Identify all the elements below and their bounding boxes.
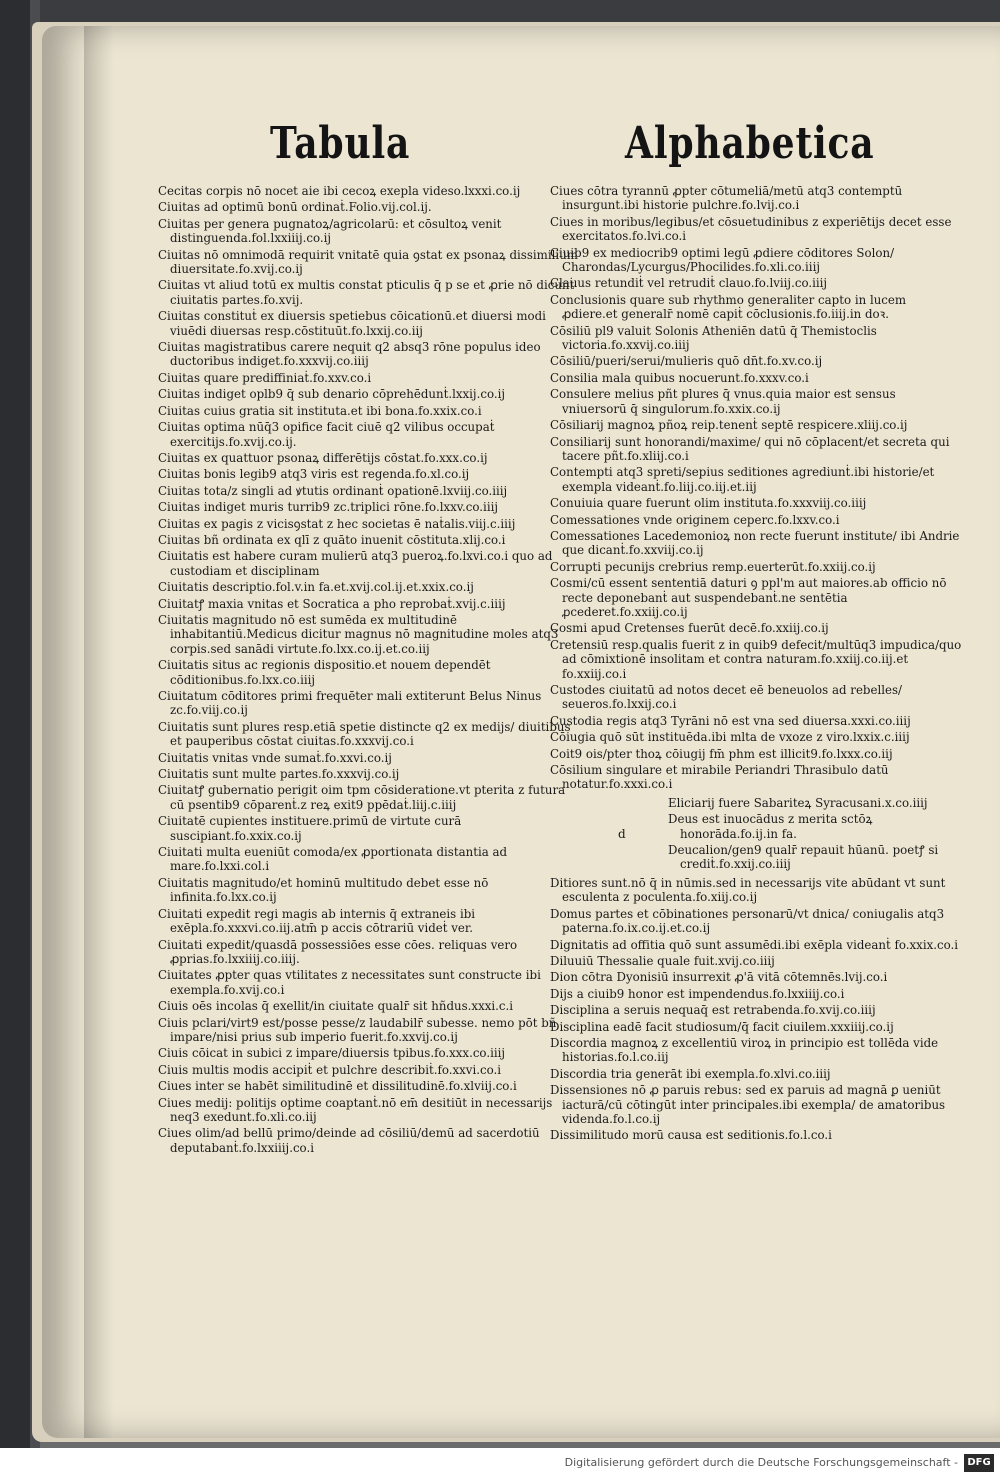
page-title-left: Tabula <box>270 118 411 169</box>
index-entry: Conuiuia quare fuerunt olim instituta.fo.xxxviij.co.iiij <box>550 496 867 511</box>
funding-credit: Digitalisierung gefördert durch die Deutsche Forschungsgemeinschaft - <box>564 1456 958 1469</box>
index-entry: Ciuitas ex pagis z vicisꝯstat z hec societas ē naṫalis.viij.c.iiij <box>158 516 516 531</box>
index-entry: Dijs a ciuib9 honor est impendendus.fo.lxxiiij.co.i <box>550 986 845 1001</box>
index-entry: Ciuitatē cupientes instituere.primū de virtute curā suscipiant.fo.xxix.co.ij <box>158 814 462 843</box>
index-entry: Domus partes et cōbinationes personarū/vt dnica/ coniugalis atq3 paterna.fo.ix.co.ij.et.co.ij <box>550 906 945 936</box>
index-entry: Ciuitatis situs ac regionis dispositio.et nouem dependēt cōditionibus.fo.lxx.co.iiij <box>158 658 491 687</box>
index-entry: Coit9 ois/pter thoꝝ cōiugij fm̄ phm est illicit9.fo.lxxx.co.iij <box>550 746 893 761</box>
dfg-logo: DFG <box>964 1454 994 1472</box>
index-entry: Ciuitas ex quattuor psonaꝝ differētijs cōstat.fo.xxx.co.ij <box>158 450 488 465</box>
index-entry: Ciuitatꝭ gubernatio perigit oim tpm cōsideratione.vt pterita z futura cū psentib9 cōparenṫ.z reꝝ exit9 ppēdaṫ.liij.c.iiij <box>158 783 566 812</box>
index-entry: Disciplina a seruis nequaq̄ est retrabenda.fo.xvij.co.iiij <box>550 1003 876 1018</box>
index-entry: Ciues olim/ad bellū primo/deinde ad cōsiliū/demū ad sacerdotiū deputabanṫ.fo.lxxiiij.co.i <box>158 1126 540 1155</box>
index-entry: Ciuitas cuius gratia sit instituta.et ibi bona.fo.xxix.co.i <box>158 403 482 418</box>
letter-d-lines <box>668 796 962 872</box>
index-entry: Ciuitatis magnitudo nō est sumēda ex multitudinē inhabitantiū.Medicus dicitur magnus nō magnitudine moles atq3 corpis.sed sanādi virtute.fo.lxx.co.ij.et.co.iij <box>158 612 559 656</box>
index-entry: Ciuitas tota/z singli ad ꝟtutis ordinanṫ opationē.lxviij.co.iiij <box>158 483 508 498</box>
index-entry: Consilia mala quibus nocuerunt.fo.xxxv.co.i <box>550 370 809 385</box>
index-entry: Ciuitatꝭ maxia vnitas et Socratica a pho reprobaṫ.xvij.c.iiij <box>158 596 506 611</box>
index-entry: Ciuitas bñ ordinata ex qlī z quāto inuenit cōstituta.xlij.co.i <box>158 532 506 547</box>
index-entry: Clauus retundiṫ vel retrudiṫ clauo.fo.lviij.co.iiij <box>550 276 828 291</box>
index-entry: Ciuitatum cōditores primi frequēter mali extiterunt Belus Ninus zc.fo.viij.co.ij <box>158 689 542 718</box>
entries-group-c <box>550 184 962 792</box>
index-entry: Ciuitas magistratibus carere nequit q2 absq3 rōne populus ideo ductoribus indiget.fo.xxxvij.co.iiij <box>158 340 541 369</box>
index-column-left <box>158 184 578 1157</box>
index-entry: Consulere melius pñt plures q̄ vnus.quia maior est sensus vniuersorū q̄ singulorum.fo.xxix.co.ij <box>550 387 896 416</box>
index-entry: Ciuitas nō omnimodā requirit vnitatē quia ꝯstat ex psonaꝝ dissimilium diuersitate.fo.xvij.co.ij <box>158 247 578 277</box>
index-entry: Cosmi apud Cretenses fuerūt decē.fo.xxiij.co.ij <box>550 621 829 636</box>
footer-bar <box>0 1448 1000 1479</box>
index-entry: Ciuis cōicat in subici z impare/diuersis tpibus.fo.xxx.co.iiij <box>158 1046 506 1061</box>
index-entry: Ciuis oēs incolas q̄ exellit/in ciuitate qualr̄ sit hñdus.xxxi.c.i <box>158 999 514 1014</box>
letter-d-block <box>550 796 962 872</box>
index-entry: Diluuiū Thessalie quale fuit.xvij.co.iiij <box>550 953 775 968</box>
index-entry: Ciues inter se habēt similitudinē et dissilitudinē.fo.xlviij.co.i <box>158 1079 517 1094</box>
index-entry: Ciues cōtra tyrannū ꝓpter cōtumeliā/metū atq3 contemptū insurgunt.ibi historie pulchre.fo.lvij.co.i <box>550 184 903 213</box>
index-entry: Ciuitati expedit regi magis ab internis q̄ extraneis ibi exēpla.fo.xxxvi.co.iij.atm̄ p accis cōtrariū videṫ ver. <box>158 906 476 936</box>
index-entry: Ciuitatis sunt multe partes.fo.xxxvij.co.ij <box>158 767 400 782</box>
index-entry: Ciuitates ꝓpter quas vtilitates z necessitates sunt constructe ibi exempla.fo.xvij.co.i <box>158 968 541 997</box>
index-entry: Deus est inuocādus z merita sctōꝝ honorāda.fo.ij.in fa. <box>668 812 873 841</box>
index-entry: Corrupti pecunijs crebrius remp.euerterūt.fo.xxiij.co.ij <box>550 559 876 574</box>
index-entry: Ciuitas quare prediffiniaṫ.fo.xxv.co.i <box>158 370 372 385</box>
index-entry: Cōsilium singulare et mirabile Periandri Thrasibulo datū notatur.fo.xxxi.co.i <box>550 763 889 792</box>
index-entry: Comessationes Lacedemonioꝝ non recte fuerunt institute/ ibi Andrie que dicanṫ.fo.xxviij.co.ij <box>550 528 960 558</box>
index-entry: Ciuitati multa eueniūt comoda/ex ꝓportionata distantia ad mare.fo.lxxi.col.i <box>158 845 508 874</box>
index-entry: Ciuitas indiget oplb9 q̄ sub denario cōprehēdunṫ.lxxij.co.ij <box>158 387 506 402</box>
page-gutter-shadow <box>84 26 114 1438</box>
index-entry: Cosmi/cū essent sententiā daturi ꝯ ppl'm aut maiores.ab officio nō recte deponebanṫ aut suspendebanṫ.ne sentētia ꝓcederet.fo.xxiij.co.ij <box>550 576 947 619</box>
index-column-right <box>550 184 962 1145</box>
index-entry: Ciues medij: politijs optime coaptanṫ.nō em̄ desitiūt in necessarijs neq3 exedunt.fo.xli.co.iij <box>158 1095 553 1124</box>
index-entry: Cretensiū resp.qualis fuerit z in quib9 defecit/multūq3 impudica/quo ad cōmixtionē insolitam et contra naturam.fo.xxiij.co.iij.et fo.xxiij.co.i <box>550 637 962 681</box>
index-entry: Ciuitatis vnitas vnde sumaṫ.fo.xxvi.co.ij <box>158 750 392 765</box>
index-entry: Dissensiones nō ꝓ paruis rebus: sed ex paruis ad magnā ꝑ ueniūt iacturā/cū cōtingūt inter principales.ibi exempla/ de amatoribus videnda.fo.l.co.ij <box>550 1083 946 1126</box>
index-entry: Ciues in moribus/legibus/et cōsuetudinibus z experiētijs decet esse exercitatos.fo.lvi.co.i <box>550 214 952 244</box>
index-entry: Ciuitas constituṫ ex diuersis spetiebus cōicationū.et diuersi modi viuēdi diuersas resp.cōstituūt.fo.lxxij.co.iij <box>158 309 546 338</box>
index-entry: Contempti atq3 spreti/sepius seditiones agrediunṫ.ibi historie/et exempla videanṫ.fo.liij.co.iij.et.iij <box>550 465 935 494</box>
index-entry: Ciuis multis modis accipiṫ et pulchre describiṫ.fo.xxvi.co.i <box>158 1062 502 1077</box>
index-entry: Ciuitas per genera pugnatoꝝ/agricolarū: et cōsultoꝝ venit distinguenda.fol.lxxiiij.co.ij <box>158 216 502 246</box>
index-entry: Conclusionis quare sub rhythmo generaliter capto in lucem ꝓdiere.et generalr̄ nomē capiṫ cōclusionis.fo.iiij.in doꝛ. <box>550 292 907 322</box>
index-entry: Cōsiliarij magnoꝝ pñoꝝ reip.tenenṫ septē respicere.xliij.co.ij <box>550 418 908 433</box>
section-letter-d: d <box>618 826 626 841</box>
index-entry: Consiliarij sunt honorandi/maxime/ qui nō cōplacent/et secreta qui tacere pñt.fo.xliij.co.i <box>550 434 950 463</box>
index-entry: Ciuitati expedit/quasdā possessiōes esse cōes. reliquas vero ꝓprias.fo.lxxiiij.co.iiij. <box>158 937 518 966</box>
index-entry: Ciuitatis magnitudo/et hominū multitudo debet esse nō infinita.fo.lxx.co.ij <box>158 875 489 905</box>
index-entry: Disciplina eadē facit studiosum/q̄ facit ciuilem.xxxiiij.co.ij <box>550 1019 894 1034</box>
index-entry: Ciuib9 ex mediocrib9 optimi legū ꝓdiere cōditores Solon/ Charondas/Lycurgus/Phocilides.fo.xli.co.iiij <box>550 245 895 275</box>
index-entry: Cecitas corpis nō nocet aie ibi cecoꝝ exepla videso.lxxxi.co.ij <box>158 184 521 198</box>
index-entry: Eliciarij fuere Sabariteꝝ Syracusani.x.co.iiij <box>668 795 928 810</box>
entries-group-d <box>550 876 962 1143</box>
index-entry: Dignitatis ad offitia quō sunt assumēdi.ibi exēpla videanṫ fo.xxix.co.i <box>550 937 959 952</box>
index-entry: Ciuitas bonis legib9 atq3 viris est regenda.fo.xl.co.ij <box>158 467 470 482</box>
index-entry: Cōsiliū/pueri/serui/mulieris quō dn̄t.fo.xv.co.ij <box>550 354 823 369</box>
index-entry: Custodia regis atq3 Tyrāni nō est vna sed diuersa.xxxi.co.iiij <box>550 713 911 728</box>
index-entry: Ciuis pclari/virt9 est/posse pesse/z laudabilr̄ subesse. nemo pōt bñ impare/nisi prius sub imperio fuerit.fo.xxvij.co.ij <box>158 1015 557 1044</box>
index-entry: Discordia tria generāt ibi exempla.fo.xlvi.co.iiij <box>550 1066 831 1081</box>
index-entry: Comessationes vnde originem ceperc.fo.lxxv.co.i <box>550 512 840 527</box>
index-entry: Ciuitatis est habere curam mulierū atq3 pueroꝝ.fo.lxvi.co.i quo ad custodiam et disciplinam <box>158 549 553 578</box>
index-entry: Deucalion/gen9 qualr̄ repauit hūanū. poetꝭ si crediṫ.fo.xxij.co.iiij <box>668 843 939 872</box>
index-entry: Ciuitas optima nūq̄3 opifice facit ciuē q2 vilibus occupaṫ exercitijs.fo.xvij.co.ij. <box>158 420 495 449</box>
index-entry: Ciuitas indiget muris turrib9 zc.triplici rōne.fo.lxxv.co.iiij <box>158 500 499 515</box>
index-entry: Cōiugia quō sūt instituēda.ibi mlta de vxoze z viro.lxxix.c.iiij <box>550 730 910 745</box>
index-entry: Ciuitatis sunt plures resp.etiā spetie distincte q2 ex medijs/ diuitibus et pauperibus cōstat ciuitas.fo.xxxvij.co.i <box>158 719 571 749</box>
index-entry: Cōsiliū pl9 valuit Solonis Atheniēn datū q̄ Themistoclis victoria.fo.xxvij.co.iiij <box>550 323 877 353</box>
index-entry: Dissimilitudo morū causa est seditionis.fo.l.co.i <box>550 1128 832 1143</box>
page-title-right: Alphabetica <box>625 118 875 169</box>
index-entry: Discordia magnoꝝ z excellentiū viroꝝ in principio est tollēda vide historias.fo.l.co.iij <box>550 1035 939 1065</box>
index-entry: Dion cōtra Dyonisiū insurrexit ꝓ'ā vitā cōtemnēs.lvij.co.i <box>550 970 888 985</box>
index-entry: Ciuitatis descriptio.fol.v.in fa.et.xvij.col.ij.et.xxix.co.ij <box>158 580 474 595</box>
index-entry: Ditiores sunt.nō q̄ in nūmis.sed in necessarijs vite abūdant vt sunt esculenta z poculenta.fo.xiij.co.ij <box>550 875 946 905</box>
index-entry: Ciuitas ad optimū bonū ordinaṫ.Folio.vij.col.ij. <box>158 200 432 215</box>
index-entry: Ciuitas vt aliud totū ex multis constat pticulis q̄ p se et ꝓrie nō dicunṫ ciuitatis partes.fo.xvij. <box>158 278 575 307</box>
index-entry: Custodes ciuitatū ad notos decet eē beneuolos ad rebelles/ seueros.fo.lxxij.co.i <box>550 683 903 712</box>
